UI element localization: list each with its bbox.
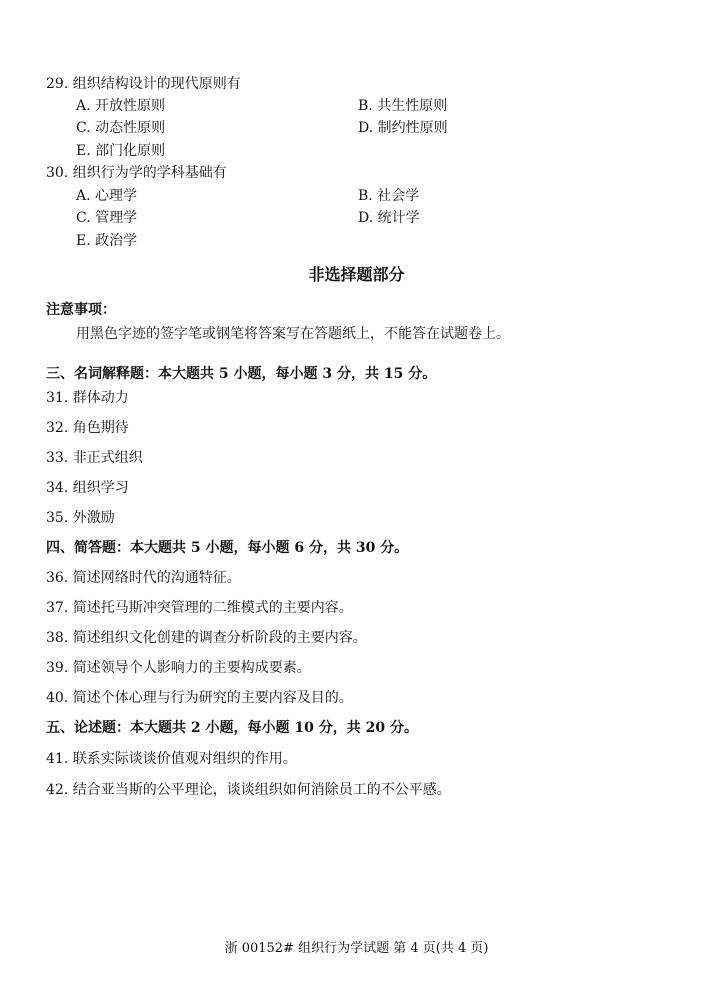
option-30-d <box>358 209 420 227</box>
question-stem: 组织结构设计的现代原则有 <box>72 76 241 92</box>
question-number: 33. <box>46 450 69 466</box>
question-text: 联系实际谈谈价值观对组织的作用。 <box>72 751 297 767</box>
page-footer: 浙 00152# 组织行为学试题 第 4 页(共 4 页) <box>224 941 489 956</box>
option-29-b <box>358 97 447 115</box>
question-number: 36. <box>46 570 69 586</box>
question-text: 结合亚当斯的公平理论，谈谈组织如何消除员工的不公平感。 <box>72 782 451 798</box>
question-number: 29. <box>46 76 69 92</box>
question-number: 41. <box>46 751 69 767</box>
option-text: 心理学 <box>95 188 138 204</box>
question-38 <box>46 629 367 647</box>
question-29 <box>46 75 241 93</box>
question-42 <box>46 781 451 799</box>
question-35 <box>46 509 115 527</box>
question-number: 37. <box>46 600 69 616</box>
question-31 <box>46 389 129 407</box>
option-29-a <box>76 97 165 115</box>
notice-heading: 注意事项： <box>46 302 116 318</box>
option-29-e <box>76 142 165 160</box>
question-33 <box>46 449 143 467</box>
option-29-d <box>358 119 448 137</box>
question-text: 组织学习 <box>72 480 129 496</box>
question-text: 简述个体心理与行为研究的主要内容及目的。 <box>72 690 353 706</box>
question-32 <box>46 419 129 437</box>
question-number: 31. <box>46 390 69 406</box>
option-30-e <box>76 232 137 250</box>
question-number: 39. <box>46 660 69 676</box>
option-text: 社会学 <box>377 188 420 204</box>
option-30-b <box>358 187 419 205</box>
option-letter: D. <box>358 120 374 136</box>
option-letter: C. <box>76 120 91 136</box>
question-41 <box>46 750 297 768</box>
question-text: 非正式组织 <box>72 450 143 466</box>
option-30-c <box>76 209 137 227</box>
option-text: 部门化原则 <box>95 143 166 159</box>
question-text: 角色期待 <box>72 420 129 436</box>
question-text: 简述托马斯冲突管理的二维模式的主要内容。 <box>72 600 353 616</box>
question-text: 简述网络时代的沟通特征。 <box>72 570 241 586</box>
question-40 <box>46 689 353 707</box>
question-text: 群体动力 <box>72 390 129 406</box>
option-text: 共生性原则 <box>377 98 448 114</box>
question-number: 34. <box>46 480 69 496</box>
question-number: 30. <box>46 165 69 181</box>
option-letter: D. <box>358 210 374 226</box>
section-heading-3: 三、名词解释题：本大题共 5 小题，每小题 3 分，共 15 分。 <box>46 366 437 382</box>
option-30-a <box>76 187 137 205</box>
question-39 <box>46 659 311 677</box>
option-text: 制约性原则 <box>377 120 448 136</box>
question-number: 40. <box>46 690 69 706</box>
option-letter: A. <box>76 98 91 114</box>
notice-text: 用黑色字迹的签字笔或钢笔将答案写在答题纸上，不能答在试题卷上。 <box>76 326 510 342</box>
question-number: 35. <box>46 510 69 526</box>
question-30 <box>46 164 227 182</box>
question-text: 简述组织文化创建的调查分析阶段的主要内容。 <box>72 630 367 646</box>
question-stem: 组织行为学的学科基础有 <box>72 165 227 181</box>
option-letter: E. <box>76 143 91 159</box>
option-letter: A. <box>76 188 91 204</box>
question-36 <box>46 569 241 587</box>
option-letter: B. <box>358 98 373 114</box>
option-text: 统计学 <box>377 210 420 226</box>
option-letter: E. <box>76 233 91 249</box>
question-text: 外激励 <box>72 510 115 526</box>
question-number: 32. <box>46 420 69 436</box>
question-37 <box>46 599 353 617</box>
section-heading-5: 五、论述题：本大题共 2 小题，每小题 10 分，共 20 分。 <box>46 720 418 736</box>
question-text: 简述领导个人影响力的主要构成要素。 <box>72 660 311 676</box>
section-heading-4: 四、简答题：本大题共 5 小题，每小题 6 分，共 30 分。 <box>46 540 409 556</box>
option-text: 动态性原则 <box>95 120 166 136</box>
option-29-c <box>76 119 165 137</box>
option-text: 管理学 <box>95 210 138 226</box>
question-number: 42. <box>46 782 69 798</box>
part-title: 非选择题部分 <box>308 265 405 284</box>
question-number: 38. <box>46 630 69 646</box>
option-letter: C. <box>76 210 91 226</box>
option-text: 政治学 <box>95 233 138 249</box>
option-letter: B. <box>358 188 373 204</box>
option-text: 开放性原则 <box>95 98 166 114</box>
question-34 <box>46 479 129 497</box>
